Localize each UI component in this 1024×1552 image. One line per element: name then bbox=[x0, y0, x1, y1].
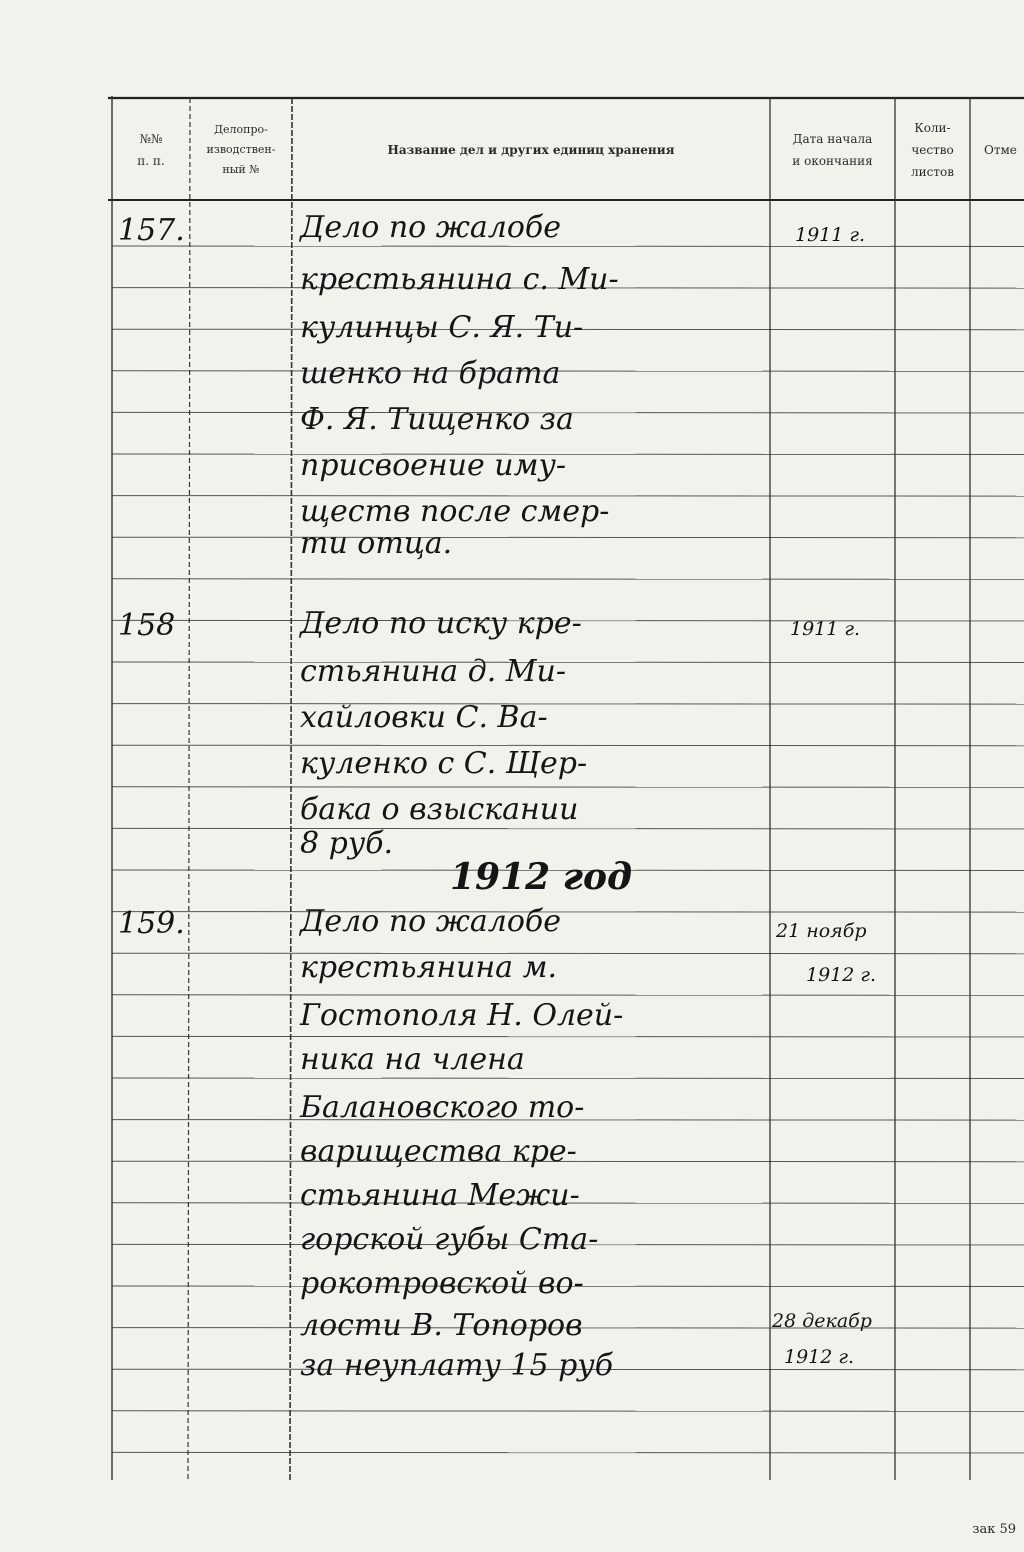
entry-title-line: стьянина д. Ми- bbox=[300, 654, 566, 689]
entry-title-line: присвоение иму- bbox=[300, 448, 567, 483]
entry-number: 158 bbox=[118, 608, 176, 643]
entry-title-line: Балановского то- bbox=[300, 1090, 585, 1125]
ruled-line bbox=[112, 1036, 1024, 1037]
entry-title-line: Дело по жалобе bbox=[300, 904, 561, 939]
entry-title-line: Ф. Я. Тищенко за bbox=[300, 402, 574, 437]
entry-number: 157. bbox=[118, 213, 185, 248]
entry-title-line: Дело по жалобе bbox=[300, 210, 561, 245]
entry-title-line: лости В. Топоров bbox=[300, 1308, 583, 1343]
entry-number: 159. bbox=[118, 906, 185, 941]
ruled-line bbox=[112, 1452, 1024, 1453]
entry-title-line: горской губы Ста- bbox=[300, 1222, 599, 1257]
entry-title-line: крестьянина с. Ми- bbox=[300, 262, 619, 297]
ruled-line bbox=[112, 371, 1024, 372]
header-col-number: №№ п. п. bbox=[137, 132, 165, 168]
entry-date-start-day: 21 ноябр bbox=[776, 920, 867, 942]
entry-title-line: бака о взыскании bbox=[300, 792, 579, 827]
ruled-line bbox=[112, 828, 1024, 829]
entry-title-line: ника на члена bbox=[300, 1042, 525, 1077]
ruled-line bbox=[112, 537, 1024, 538]
header-col-title: Название дел и других единиц хранения bbox=[387, 143, 675, 157]
ruled-line bbox=[112, 1078, 1024, 1079]
header-col-dates: Дата начала и окончания bbox=[792, 132, 873, 168]
entry-title-line: варищества кре- bbox=[300, 1134, 577, 1169]
entry-title-line: Гостополя Н. Олей- bbox=[300, 998, 624, 1033]
entry-title-line: рокотровской во- bbox=[300, 1266, 584, 1301]
entry-date: 1911 г. bbox=[795, 224, 866, 246]
entry-title-line: 8 руб. bbox=[300, 826, 394, 861]
footer-order-number: зак 59 bbox=[972, 1522, 1016, 1537]
entry-title-line: шенко на брата bbox=[300, 356, 561, 391]
entry-date-end-day: 28 декабр bbox=[772, 1310, 872, 1332]
ruled-line bbox=[112, 787, 1024, 788]
ruled-line bbox=[112, 953, 1024, 954]
header-col-sheets: Коли- чество листов bbox=[911, 121, 954, 179]
entry-title-line: крестьянина м. bbox=[300, 950, 557, 985]
entry-title-line: хайловки С. Ва- bbox=[300, 700, 548, 735]
entry-title-line: ти отца. bbox=[300, 526, 453, 561]
ruled-line bbox=[112, 246, 1024, 247]
entry-title-line: за неуплату 15 руб bbox=[300, 1348, 614, 1383]
ruled-line bbox=[112, 662, 1024, 663]
entry-date-start-year: 1912 г. bbox=[806, 964, 877, 986]
entry-date-end-year: 1912 г. bbox=[784, 1346, 855, 1368]
ruled-line bbox=[112, 579, 1024, 580]
header-col-office-number: Делопро- изводствен- ный № bbox=[206, 123, 276, 176]
ruled-line bbox=[112, 704, 1024, 705]
ruled-line bbox=[112, 454, 1024, 455]
entry-title-line: куленко с С. Щер- bbox=[300, 746, 588, 781]
entry-title-line: кулинцы С. Я. Ти- bbox=[300, 310, 584, 345]
entry-title-line: ществ после смер- bbox=[300, 494, 610, 529]
entry-date: 1911 г. bbox=[790, 618, 861, 640]
ruled-line bbox=[112, 1411, 1024, 1412]
year-heading: 1912 год bbox=[450, 856, 633, 898]
header-col-notes: Отме bbox=[984, 143, 1017, 157]
entry-title-line: стьянина Межи- bbox=[300, 1178, 580, 1213]
entry-title-line: Дело по иску кре- bbox=[300, 606, 582, 641]
ruled-line bbox=[112, 995, 1024, 996]
ruled-line bbox=[112, 912, 1024, 913]
